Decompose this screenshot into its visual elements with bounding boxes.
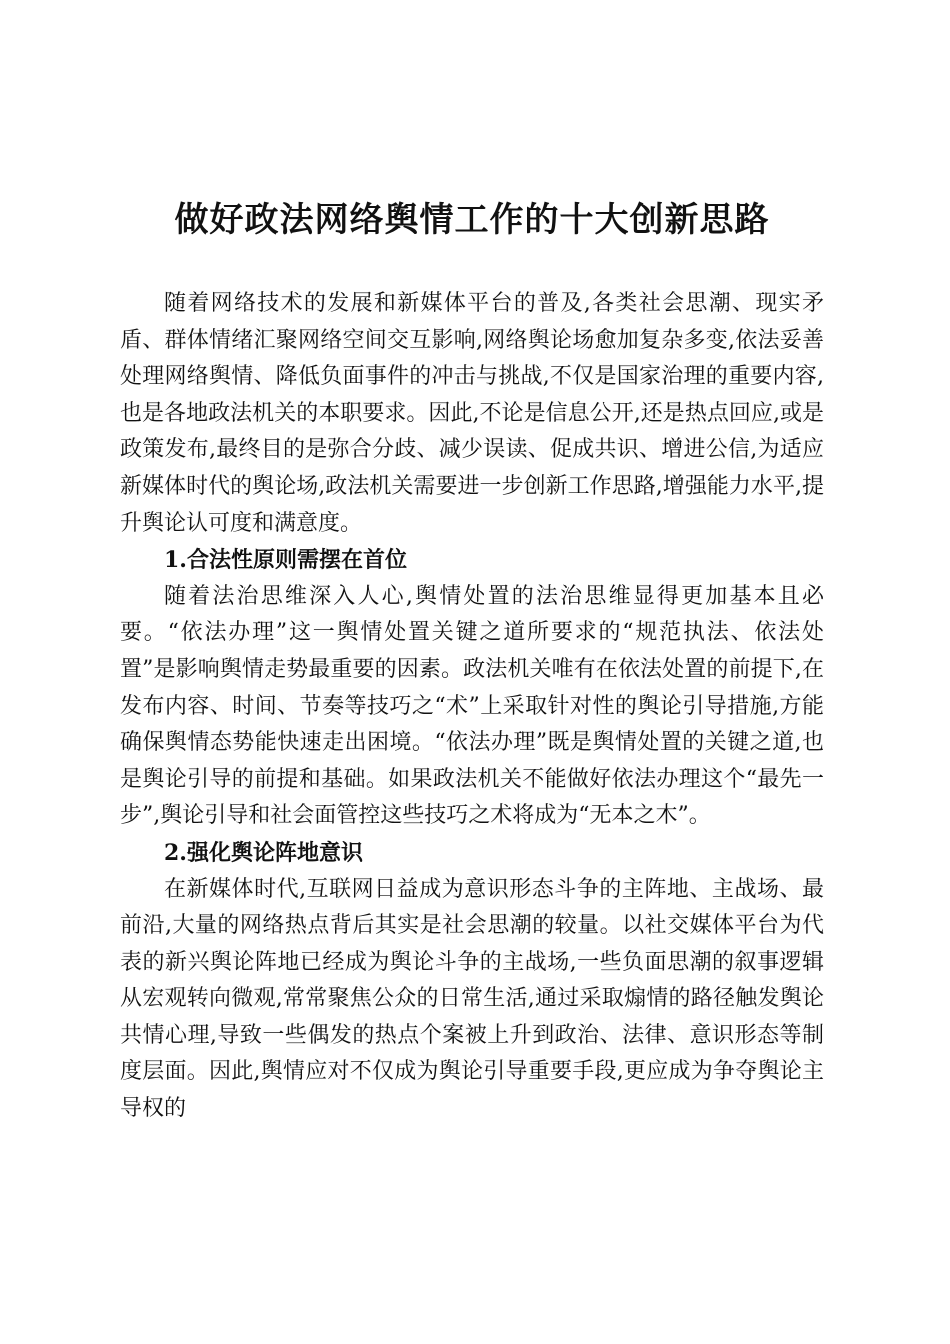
section-paragraph-2: 在新媒体时代,互联网日益成为意识形态斗争的主阵地、主战场、最前沿,大量的网络热点背后其实是社会思潮的较量。以社交媒体平台为代表的新兴舆论阵地已经成为舆论斗争的主战场,一些负面思潮的叙事逻辑从宏观转向微观,常常聚焦公众的日常生活,通过采取煽情的路径触发舆论共情心理,导致一些偶发的热点个案被上升到政治、法律、意识形态等制度层面。因此,舆情应对不仅成为舆论引导重要手段,更应成为争夺舆论主导权的 — [120, 876, 824, 1122]
document-body — [120, 286, 824, 1128]
intro-paragraph: 随着网络技术的发展和新媒体平台的普及,各类社会思潮、现实矛盾、群体情绪汇聚网络空间交互影响,网络舆论场愈加复杂多变,依法妥善处理网络舆情、降低负面事件的冲击与挑战,不仅是国家治理的重要内容,也是各地政法机关的本职要求。因此,不论是信息公开,还是热点回应,或是政策发布,最终目的是弥合分歧、减少误读、促成共识、增进公信,为适应新媒体时代的舆论场,政法机关需要进一步创新工作思路,增强能力水平,提升舆论认可度和满意度。 — [120, 291, 824, 536]
section-paragraph-1: 随着法治思维深入人心,舆情处置的法治思维显得更加基本且必要。“依法办理”这一舆情处置关键之道所要求的“规范执法、依法处置”是影响舆情走势最重要的因素。政法机关唯有在依法处置的前提下,在发布内容、时间、节奏等技巧之“术”上采取针对性的舆论引导措施,方能确保舆情态势能快速走出困境。“依法办理”既是舆情处置的关键之道,也是舆论引导的前提和基础。如果政法机关不能做好依法办理这个“最先一步”,舆论引导和社会面管控这些技巧之术将成为“无本之木”。 — [120, 583, 824, 829]
section-heading-1: 1.合法性原则需摆在首位 — [164, 547, 407, 574]
section-heading-2: 2.强化舆论阵地意识 — [164, 839, 363, 866]
document-title: 做好政法网络舆情工作的十大创新思路 — [174, 200, 770, 240]
